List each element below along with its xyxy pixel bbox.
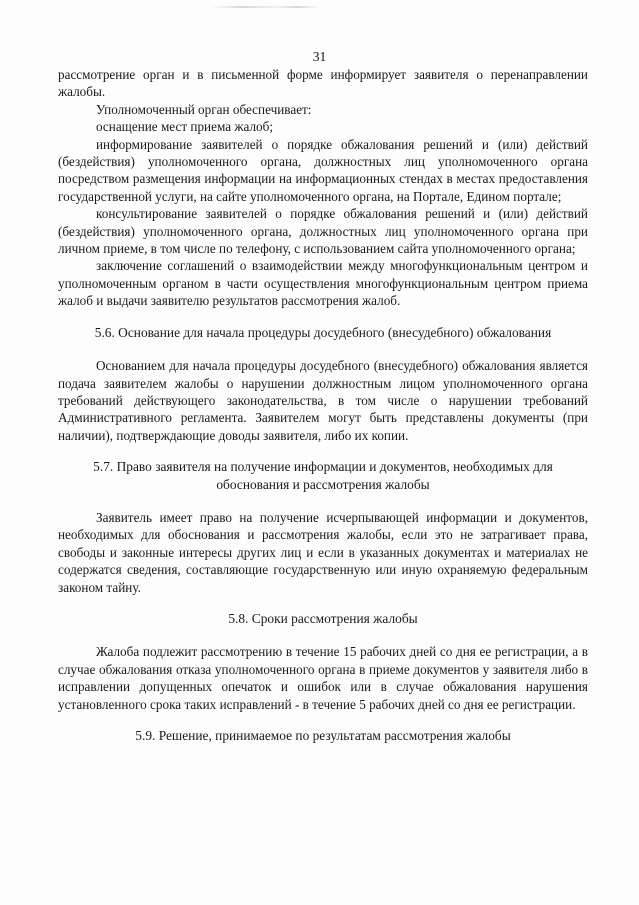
paragraph-right-to-information: Заявитель имеет право на получение исчерпывающей информации и документов, необходимых для обоснования и рассмотрения жалобы, если это не затрагивает права, свободы и законные интересы других лиц и если в указанных документах и материалах не содержатся сведения, составляющие государственную или иную охраняемую федеральным законом тайну. [58,509,588,595]
page-body [58,66,588,744]
paragraph-grounds: Основанием для начала процедуры досудебного (внесудебного) обжалования является подача заявителем жалобы о нарушении должностным лицом уполномоченного органа требований действующего законодательства, в том числе о нарушении требований Административного регламента. Заявителем могут быть представлены документы (при наличии), подтверждающие доводы заявителя, либо их копии. [58,358,588,443]
scan-artifact [210,6,320,8]
paragraph-authority-provides: Уполномоченный орган обеспечивает: [96,101,312,117]
section-heading-5-7-line-2: обоснования и рассмотрения жалобы [216,476,430,492]
section-heading-5-9: 5.9. Решение, принимаемое по результатам рассмотрения жалобы [135,728,511,743]
paragraph-redirect-notice: рассмотрение орган и в письменной форме информирует заявителя о перенаправлении жалобы. [58,67,588,100]
section-heading-5-7-line-1: 5.7. Право заявителя на получение информации и документов, необходимых для [93,459,553,475]
paragraph-review-terms: Жалоба подлежит рассмотрению в течение 15 рабочих дней со дня ее регистрации, а в случае обжалования отказа уполномоченного органа в приеме документов у заявителя либо в исправлении допущенных опечаток и ошибок или в случае обжалования нарушения установленного срока таких исправлений - в течение 5 рабочих дней со дня ее регистрации. [58,644,588,712]
page-number: 31 [312,49,327,64]
section-heading-5-6: 5.6. Основание для начала процедуры досудебного (внесудебного) обжалования [94,324,552,340]
list-item-equipment: оснащение мест приема жалоб; [96,119,273,135]
section-heading-5-8: 5.8. Сроки рассмотрения жалобы [228,610,418,626]
list-item-consulting: консультирование заявителей о порядке обжалования решений и (или) действий (бездействия) уполномоченного органа, должностных лиц уполномоченного органа при личном приеме, в том числе по телефону, с использованием сайта уполномоченного органа; [58,206,588,257]
list-item-agreements: заключение соглашений о взаимодействии между многофункциональным центром и уполномоченным органом в части осуществления многофункциональным центром приема жалоб и выдачи заявителю результатов рассмотрения жалоб. [58,258,588,309]
list-item-informing: информирование заявителей о порядке обжалования решений и (или) действий (бездействия) уполномоченного органа, должностных лиц уполномоченного органа посредством размещения информации на информационных стендах в местах предоставления государственной услуги, на сайте уполномоченного органа, на Портале, Едином портале; [58,136,588,204]
